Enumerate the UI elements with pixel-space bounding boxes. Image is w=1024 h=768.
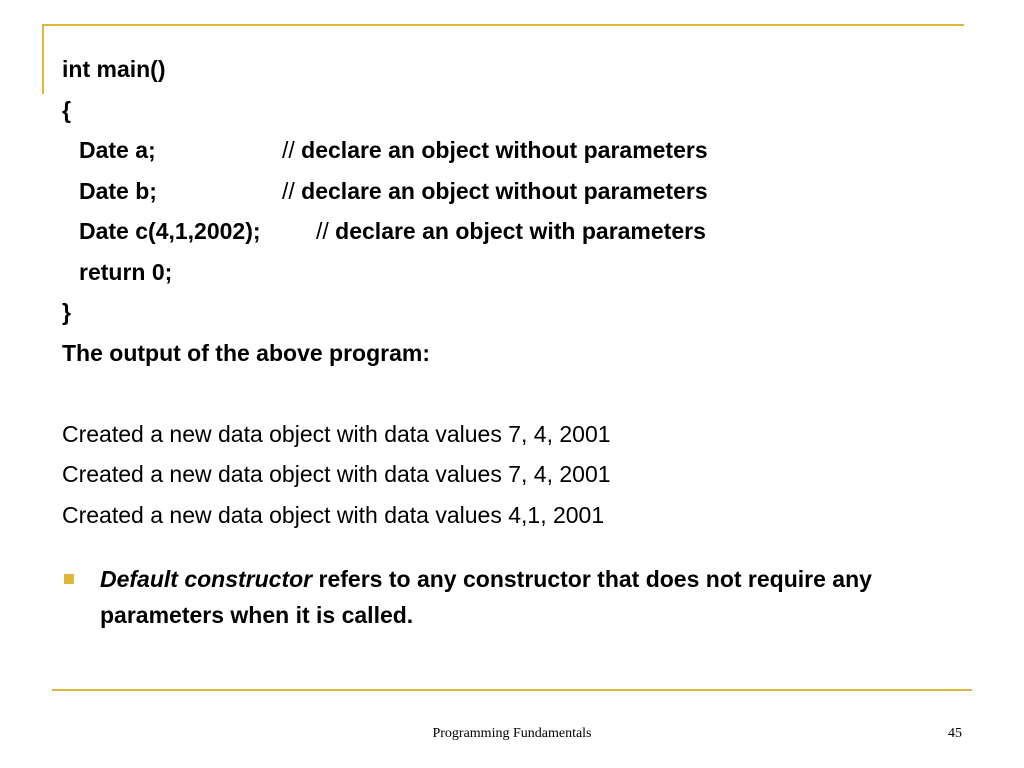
code-line-date-a [62,130,962,171]
output-line: Created a new data object with data values 4,1, 2001 [62,501,605,528]
code-text: Date c(4,1,2002); [79,218,261,244]
bullet-text: refers to any constructor that does not require any parameters when it is called. [100,566,872,628]
code-comment: declare an object without parameters [294,177,708,204]
code-text: Date b; [79,177,157,204]
comment-slashes: // [282,137,295,163]
footer-title: Programming Fundamentals [432,726,592,741]
code-comment: declare an object without parameters [294,137,708,163]
code-text: Date a; [79,137,156,163]
output-line: Created a new data object with data values 7, 4, 2001 [62,420,611,447]
frame-bottom-rule [52,689,972,691]
code-line-date-c [62,211,962,252]
code-line-date-b [62,171,962,212]
code-line-return: return 0; [79,258,173,285]
slide-content [62,49,962,633]
code-line-close-brace: } [62,299,71,325]
output-heading: The output of the above program: [62,339,430,366]
code-comment: declare an object with parameters [328,218,706,244]
code-line-main: int main() [62,56,166,82]
bullet-item [62,561,930,633]
spacer [62,373,962,414]
comment-slashes: // [282,177,295,204]
comment-slashes: // [316,218,329,244]
frame-left-rule [42,24,44,94]
square-bullet-icon [64,574,74,584]
bullet-emphasis: Default constructor [100,566,313,592]
output-line: Created a new data object with data values 7, 4, 2001 [62,461,611,487]
page-number: 45 [948,726,962,741]
frame-top-rule [42,24,964,26]
code-line-open-brace: { [62,96,71,123]
